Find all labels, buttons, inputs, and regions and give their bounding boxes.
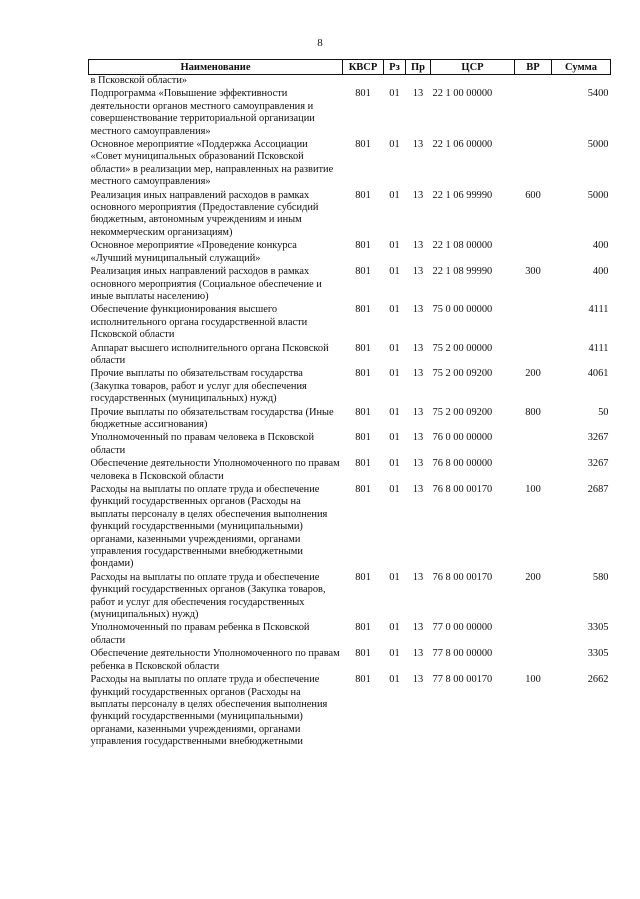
cell-pr: 13 (412, 368, 424, 380)
cell-vr (515, 240, 552, 266)
cell-csr: 77 0 00 00000 (432, 622, 493, 634)
cell-vr: 600 (525, 189, 541, 201)
cell-sum: 50 (598, 406, 609, 418)
cell-sum: 3267 (587, 432, 609, 444)
cell-rz (384, 75, 406, 89)
cell-name: Реализация иных направлений расходов в рамках основного мероприятия (Предоставление субсидий бюджетным, автономным учреждениям и иным некоммерческим организациям) (90, 189, 319, 238)
table-row (89, 190, 611, 241)
cell-name: Уполномоченный по правам человека в Псковской области (90, 432, 315, 456)
table-row (89, 674, 611, 749)
cell-rz: 01 (389, 571, 400, 583)
cell-vr: 100 (525, 674, 541, 686)
cell-csr: 76 8 00 00170 (432, 571, 493, 583)
cell-csr: 22 1 06 99990 (432, 189, 493, 201)
cell-vr (515, 75, 552, 89)
cell-kvsr: 801 (355, 622, 371, 634)
cell-kvsr: 801 (355, 674, 371, 686)
table-row (89, 343, 611, 369)
table-row (89, 484, 611, 572)
cell-name: Обеспечение деятельности Уполномоченного по правам ребенка в Псковской области (90, 648, 340, 672)
cell-name: Прочие выплаты по обязательствам государства (Закупка товаров, работ и услуг для обеспечения государственных (муниципальных) нужд) (90, 368, 307, 405)
cell-pr: 13 (412, 484, 424, 495)
cell-name: Расходы на выплаты по оплате труда и обеспечение функций государственных органов (Расходы на выплаты персоналу в целях обеспечения выполнения функций государственными (муниципальными) органами, казенными учреждениями, органами управления государственными внебюджетными (90, 674, 328, 748)
cell-pr: 13 (412, 648, 424, 660)
cell-sum: 3305 (587, 648, 609, 660)
cell-sum: 4061 (587, 368, 609, 380)
cell-kvsr: 801 (355, 88, 371, 100)
cell-kvsr (343, 75, 384, 89)
table-row (89, 572, 611, 623)
table-row (89, 304, 611, 342)
cell-sum: 400 (592, 240, 609, 252)
cell-name: Расходы на выплаты по оплате труда и обеспечение функций государственных органов (Закупка товаров, работ и услуг для обеспечения государственных (муниципальных) нужд) (90, 571, 326, 621)
cell-csr: 75 2 00 09200 (432, 406, 493, 418)
cell-rz: 01 (389, 304, 400, 316)
cell-csr: 22 1 00 00000 (432, 88, 493, 100)
cell-sum: 3305 (587, 622, 609, 634)
cell-csr: 75 2 00 09200 (432, 368, 493, 380)
table-row (89, 368, 611, 406)
cell-vr (515, 432, 552, 458)
cell-kvsr: 801 (355, 368, 371, 380)
cell-pr: 13 (412, 240, 424, 252)
cell-sum: 2687 (587, 484, 609, 495)
cell-pr: 13 (412, 304, 424, 316)
cell-sum: 400 (592, 266, 609, 278)
table-row (89, 139, 611, 190)
cell-pr: 13 (412, 458, 424, 470)
table-row (89, 648, 611, 674)
table-row (89, 240, 611, 266)
cell-csr: 77 8 00 00000 (432, 648, 493, 660)
cell-pr: 13 (412, 189, 424, 201)
cell-csr: 76 8 00 00000 (432, 458, 493, 470)
cell-pr: 13 (412, 139, 424, 151)
cell-sum: 5000 (587, 139, 609, 151)
cell-pr: 13 (412, 622, 424, 634)
cell-name: Уполномоченный по правам ребенка в Псковской области (90, 622, 310, 646)
cell-vr (515, 343, 552, 369)
header-sum: Сумма (552, 60, 611, 75)
cell-sum: 2662 (587, 674, 609, 686)
cell-csr: 76 8 00 00170 (432, 484, 493, 495)
table-row (89, 458, 611, 484)
cell-rz: 01 (389, 648, 400, 660)
table-row (89, 407, 611, 433)
cell-kvsr: 801 (355, 458, 371, 470)
cell-csr: 22 1 08 99990 (432, 266, 493, 278)
cell-csr: 22 1 06 00000 (432, 139, 493, 151)
cell-name: Расходы на выплаты по оплате труда и обеспечение функций государственных органов (Расходы на выплаты персоналу в целях обеспечения выполнения функций государственными (муниципальными) органами, казенными учреждениями, органами управления государственными внебюджетными фондами) (90, 484, 328, 570)
table-row (89, 432, 611, 458)
cell-rz: 01 (389, 139, 400, 151)
header-vr: ВР (515, 60, 552, 75)
cell-kvsr: 801 (355, 240, 371, 252)
cell-kvsr: 801 (355, 342, 371, 354)
cell-vr (515, 139, 552, 190)
cell-sum: 5000 (587, 189, 609, 201)
cell-kvsr: 801 (355, 139, 371, 151)
cell-name: Основное мероприятие «Проведение конкурса «Лучший муниципальный служащий» (90, 240, 297, 264)
table-header-row (89, 60, 611, 75)
cell-sum: 580 (592, 571, 609, 583)
cell-sum: 4111 (588, 342, 609, 354)
cell-kvsr: 801 (355, 266, 371, 278)
cell-sum: 5400 (587, 88, 609, 100)
table-body (89, 75, 611, 750)
cell-pr: 13 (412, 342, 424, 354)
cell-name: Обеспечение функционирования высшего исполнительного органа государственной власти Псковской области (90, 304, 308, 341)
cell-name: Прочие выплаты по обязательствам государства (Иные бюджетные ассигнования) (90, 406, 334, 430)
table-row (89, 266, 611, 304)
cell-name: Аппарат высшего исполнительного органа Псковской области (90, 342, 329, 366)
cell-name: Обеспечение деятельности Уполномоченного по правам человека в Псковской области (90, 458, 340, 482)
cell-csr (431, 75, 515, 89)
cell-pr: 13 (412, 88, 424, 100)
cell-sum: 4111 (588, 304, 609, 316)
cell-sum: 3267 (587, 458, 609, 470)
cell-vr (515, 648, 552, 674)
cell-pr: 13 (412, 571, 424, 583)
cell-name: в Псковской области» (90, 75, 188, 86)
cell-pr (406, 75, 431, 89)
cell-pr: 13 (412, 674, 424, 686)
cell-name: Основное мероприятие «Поддержка Ассоциации «Совет муниципальных образований Псковской области» в реализации мер, направленных на развитие местного самоуправления» (90, 139, 334, 188)
header-rz: Рз (384, 60, 406, 75)
cell-rz: 01 (389, 240, 400, 252)
cell-rz: 01 (389, 458, 400, 470)
cell-rz: 01 (389, 266, 400, 278)
cell-vr: 800 (525, 406, 541, 418)
cell-pr: 13 (412, 266, 424, 278)
cell-rz: 01 (389, 342, 400, 354)
table-row (89, 622, 611, 648)
cell-kvsr: 801 (355, 406, 371, 418)
cell-rz: 01 (389, 432, 400, 444)
cell-rz: 01 (389, 368, 400, 380)
cell-csr: 75 0 00 00000 (432, 304, 493, 316)
cell-kvsr: 801 (355, 304, 371, 316)
cell-pr: 13 (412, 406, 424, 418)
header-csr: ЦСР (431, 60, 515, 75)
cell-name: Реализация иных направлений расходов в рамках основного мероприятия (Социальное обеспечение и иные выплаты населению) (90, 266, 322, 302)
cell-vr (515, 88, 552, 139)
cell-vr (515, 622, 552, 648)
cell-rz: 01 (389, 674, 400, 686)
cell-csr: 77 8 00 00170 (432, 674, 493, 686)
cell-vr (515, 304, 552, 342)
cell-vr (515, 458, 552, 484)
header-name: Наименование (89, 60, 343, 75)
cell-vr: 200 (525, 368, 541, 380)
cell-vr: 100 (525, 484, 541, 495)
table-row (89, 88, 611, 139)
cell-kvsr: 801 (355, 432, 371, 444)
cell-kvsr: 801 (355, 648, 371, 660)
cell-sum (552, 75, 611, 89)
cell-name: Подпрограмма «Повышение эффективности деятельности органов местного самоуправления и совершенствование территориальной организации местного самоуправления» (90, 88, 315, 137)
header-kvsr: КВСР (343, 60, 384, 75)
cell-rz: 01 (389, 88, 400, 100)
budget-table (88, 59, 611, 750)
cell-csr: 22 1 08 00000 (432, 240, 493, 252)
page-number: 8 (317, 37, 323, 49)
cell-kvsr: 801 (355, 189, 371, 201)
cell-vr: 300 (525, 266, 541, 278)
cell-csr: 75 2 00 00000 (432, 342, 493, 354)
header-pr: Пр (406, 60, 431, 75)
cell-rz: 01 (389, 189, 400, 201)
cell-kvsr: 801 (355, 484, 371, 495)
cell-csr: 76 0 00 00000 (432, 432, 493, 444)
cell-kvsr: 801 (355, 571, 371, 583)
cell-vr: 200 (525, 571, 541, 583)
table-row (89, 75, 611, 89)
cell-pr: 13 (412, 432, 424, 444)
cell-rz: 01 (389, 484, 400, 495)
cell-rz: 01 (389, 622, 400, 634)
cell-rz: 01 (389, 406, 400, 418)
